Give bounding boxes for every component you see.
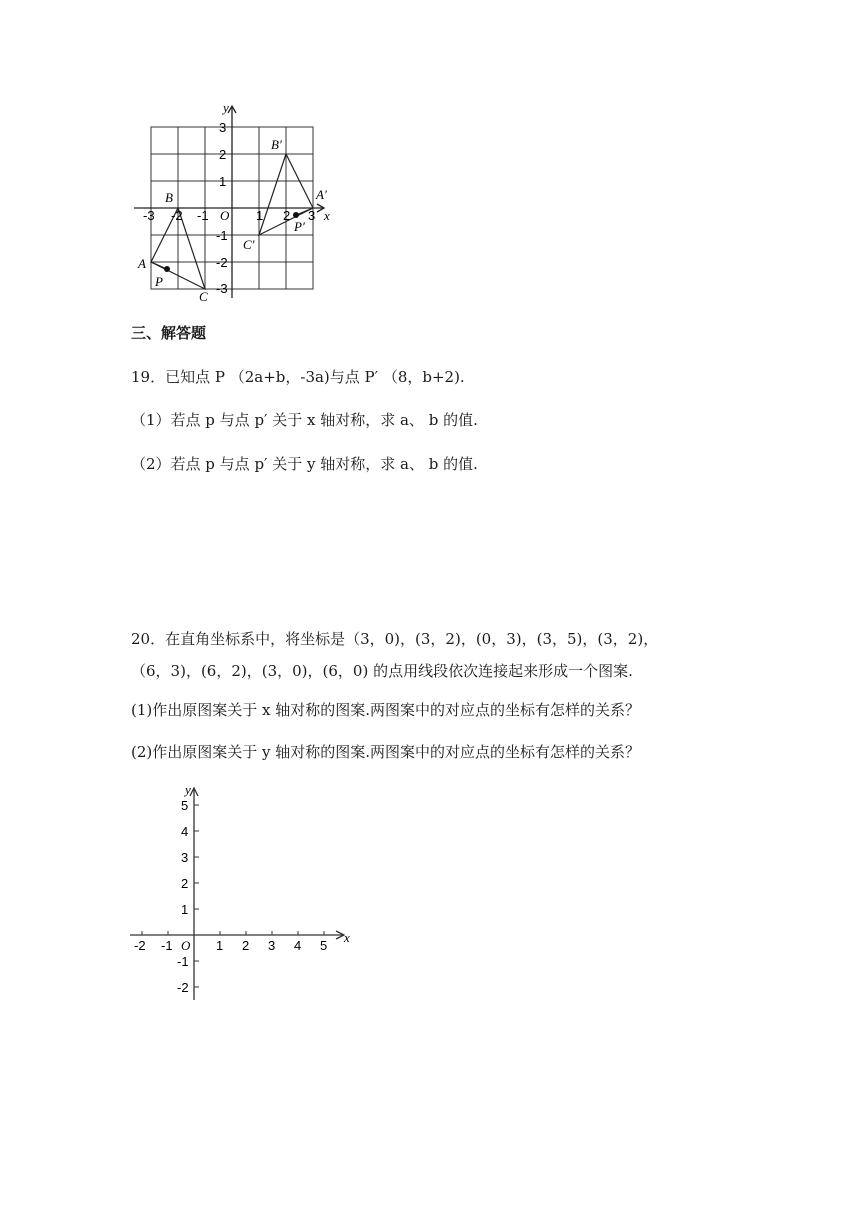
tick2-y-neg2: -2: [177, 980, 189, 995]
figure-empty-axes: [126, 780, 358, 1004]
y-axis-label-2: y: [185, 782, 191, 797]
coordinate-axes-2: [126, 780, 358, 1004]
tick-x-2: 2: [283, 208, 291, 223]
q19-part1: （1）若点 p 与点 p′ 关于 x 轴对称，求 a、 b 的值.: [131, 411, 478, 429]
tick-x-1: 1: [256, 208, 264, 223]
figure-triangle-reflection: [128, 98, 340, 308]
tick2-x-neg1: -1: [161, 938, 173, 953]
tick2-x-2: 2: [242, 938, 250, 953]
label-c-prime: C′: [243, 237, 255, 252]
tick-x-neg3: -3: [143, 208, 155, 223]
tick-x-neg1: -1: [197, 208, 209, 223]
section-heading: 三、解答题: [131, 324, 207, 342]
tick2-y-neg1: -1: [177, 954, 189, 969]
tick2-x-1: 1: [216, 938, 224, 953]
tick2-x-4: 4: [294, 938, 302, 953]
tick-x-neg2: -2: [171, 208, 183, 223]
label-c: C: [199, 289, 208, 304]
tick-y-2: 2: [219, 147, 227, 162]
tick2-y-1: 1: [181, 902, 189, 917]
label-a: A: [138, 256, 146, 271]
label-a-prime: A′: [316, 187, 327, 202]
tick2-y-5: 5: [181, 798, 189, 813]
tick2-x-neg2: -2: [134, 938, 146, 953]
tick2-x-3: 3: [268, 938, 276, 953]
origin-label-1: O: [220, 208, 230, 223]
tick-y-1: 1: [219, 174, 227, 189]
tick2-y-4: 4: [181, 824, 189, 839]
label-b-prime: B′: [271, 137, 282, 152]
tick-y-neg3: -3: [216, 281, 228, 296]
label-p: P: [155, 274, 163, 289]
tick2-y-2: 2: [181, 876, 189, 891]
tick-y-neg2: -2: [216, 255, 228, 270]
x-axis-label-2: x: [344, 930, 350, 945]
origin-label-2: O: [181, 938, 191, 953]
q20-part1: (1)作出原图案关于 x 轴对称的图案.两图案中的对应点的坐标有怎样的关系？: [131, 701, 641, 719]
x-axis-label-1: x: [324, 208, 330, 223]
q19-stem: 19．已知点 P （2a+b，-3a)与点 P′ （8，b+2).: [131, 368, 465, 386]
q19-part2: （2）若点 p 与点 p′ 关于 y 轴对称，求 a、 b 的值.: [131, 455, 478, 473]
q20-part2: (2)作出原图案关于 y 轴对称的图案.两图案中的对应点的坐标有怎样的关系？: [131, 743, 641, 761]
tick2-y-3: 3: [181, 850, 189, 865]
q20-stem-line2: （6，3)，(6，2)，(3，0)，(6，0) 的点用线段依次连接起来形成一个图案.: [131, 662, 633, 680]
tick2-x-5: 5: [320, 938, 328, 953]
tick-x-3: 3: [308, 208, 316, 223]
tick-y-neg1: -1: [216, 228, 228, 243]
label-b: B: [165, 190, 173, 205]
tick-y-3: 3: [219, 120, 227, 135]
y-axis-label-1: y: [223, 100, 229, 115]
q20-stem-line1: 20．在直角坐标系中，将坐标是（3，0)，(3，2)，(0，3)，(3，5)，(3，2)，: [131, 630, 659, 648]
label-p-prime: P′: [294, 219, 305, 234]
figure1-labels: [128, 98, 340, 308]
